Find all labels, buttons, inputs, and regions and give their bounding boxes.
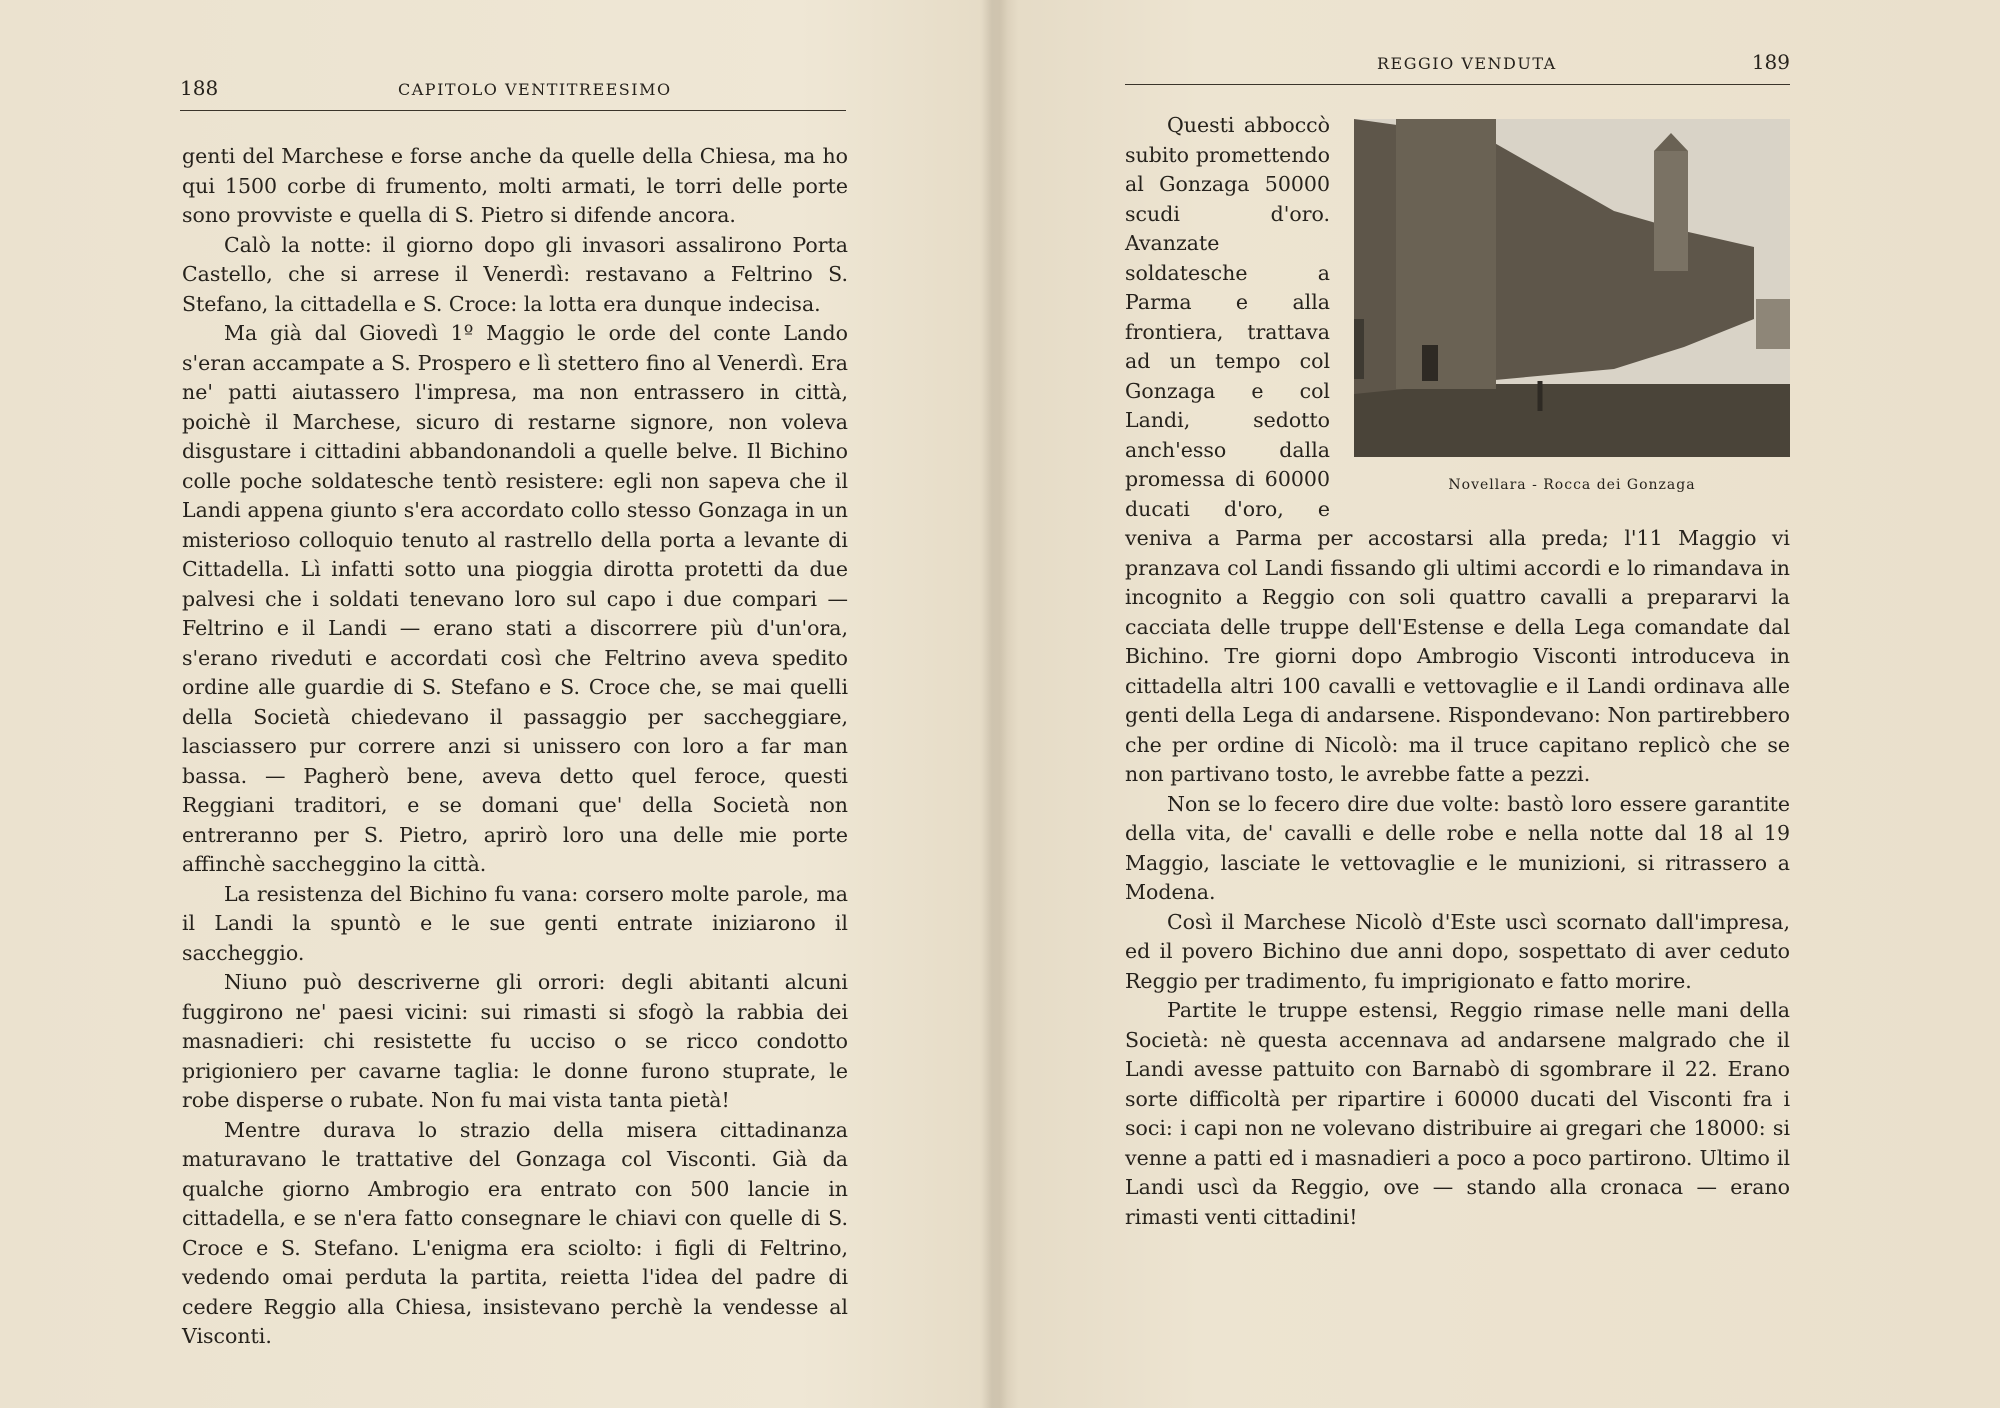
chapter-title: CAPITOLO VENTITREESIMO (398, 80, 672, 99)
paragraph: Mentre durava lo strazio della misera cittadinanza maturavano le trattative del Gonzaga col Visconti. Già da qualche giorno Ambrogio era entrato con 500 lancie in cittadella, e se n'era fatto consegnare le chiavi con quelle di S. Croce e S. Stefano. L'enigma era sciolto: i figli di Feltrino, vedendo omai perduta la partita, reietta l'idea del padre di cedere Reggio alla Chiesa, insistevano perchè la vendesse al Visconti. (182, 1117, 848, 1348)
figure-caption: Novellara - Rocca dei Gonzaga (1448, 477, 1696, 493)
page-number-left: 188 (180, 76, 219, 100)
trees (1354, 319, 1364, 379)
paragraph: Così il Marchese Nicolò d'Este uscì scornato dall'impresa, ed il povero Bichino due anni dopo, sospettato di aver ceduto Reggio per tradimento, fu imprigionato e fatto morire. (1125, 909, 1790, 993)
paragraph: Niuno può descriverne gli orrori: degli abitanti alcuni fuggirono ne' paesi vicini: sui rimasti si sfogò la rabbia dei masnadieri: chi resistette fu ucciso o se ricco condotto prigioniero per cavarne taglia: le donne furono stuprate, le robe disperse o rubate. Non fu mai vista tanta pietà! (182, 970, 848, 1112)
castle-tower (1396, 119, 1496, 389)
paragraph: genti del Marchese e forse anche da quelle della Chiesa, ma ho qui 1500 corbe di frumento, molti armati, le torri delle porte sono provviste e quella di S. Pietro si difende ancora. (182, 144, 848, 227)
distant-house (1756, 299, 1790, 349)
right-body-text (1125, 111, 1790, 1232)
paragraph: Partite le truppe estensi, Reggio rimase nelle mani della Società: nè questa accennava ad andarsene malgrado che il Landi avesse pattuito con Barnabò di sgombrare il 22. Erano sorte difficoltà per ripartire i 60000 ducati del Visconti fra i soci: i capi non ne volevano distribuire ai gregari che 18000: si venne a patti ed i masnadieri a poco a poco partirono. Ultimo il Landi uscì da Reggio, ove — stando alla cronaca — erano rimasti venti cittadini! (1125, 998, 1790, 1229)
paragraph: Ma già dal Giovedì 1º Maggio le orde del conte Lando s'eran accampate a S. Prospero e lì stettero fino al Venerdì. Era ne' patti aiutassero l'impresa, ma non entrassero in città, poichè il Marchese, sicuro di restarne signore, non voleva disgustare i cittadini abbandonandoli a quelle belve. Il Bichino colle poche soldatesche tentò resistere: egli non sapeva che il Landi appena giunto s'era accordato collo stesso Gonzaga in un misterioso colloquio tenuto al rastrello della porta a levante di Cittadella. Lì infatti sotto una pioggia dirotta protetti da due palvesi che i soldati tenevano loro sul capo i due compari — Feltrino e il Landi — erano stati a discorrere più d'un'ora, s'erano riveduti e accordati così che Feltrino aveva spedito ordine alle guardie di S. Stefano e S. Croce che, se mai quelli della Società chiedevano il passaggio per saccheggiare, lasciassero pur correre anzi si unissero con loro a far man bassa. — Pagherò bene, aveva detto quel feroce, questi Reggiani traditori, e se domani que' della Società non entreranno per S. Pietro, aprirò loro una delle mie porte affinchè saccheggino la città. (182, 321, 848, 876)
running-head-right (1125, 44, 1790, 85)
castle-photo (1354, 119, 1790, 457)
bell-tower (1654, 151, 1688, 271)
page-number-right: 189 (1751, 50, 1790, 74)
paragraph: Non se lo fecero dire due volte: bastò loro essere garantite della vita, de' cavalli e delle robe e nella notte dal 18 al 19 Maggio, lasciate le vettovaglie e le munizioni, si ritrassero a Modena. (1125, 791, 1790, 904)
right-page (1000, 0, 2000, 1408)
running-head-left (180, 70, 846, 111)
photo-ground (1354, 384, 1790, 457)
left-body-text (182, 142, 848, 1352)
castle-doorway (1422, 345, 1438, 381)
paragraph-with-figure (1125, 111, 1790, 790)
paragraph: Calò la notte: il giorno dopo gli invasori assalirono Porta Castello, che si arrese il Venerdì: restavano a Feltrino S. Stefano, la cittadella e S. Croce: la lotta era dunque indecisa. (182, 232, 848, 316)
section-title: REGGIO VENDUTA (1377, 54, 1557, 73)
paragraph: La resistenza del Bichino fu vana: corsero molte parole, ma il Landi la spuntò e le sue genti entrate iniziarono il saccheggio. (182, 881, 848, 965)
figure (1354, 119, 1790, 501)
paragraph-text: Questi abboccò subito promettendo al Gonzaga 50000 scudi d'oro. Avanzate soldatesche a Parma e alla frontiera, trattava ad un tempo col Gonzaga e col Landi, sedotto anch'esso dalla promessa di 60000 ducati d'oro, e veniva a Parma per accostarsi alla preda; l'11 Maggio vi pranzava col Landi fissando gli ultimi accordi e lo rimandava in incognito a Reggio con soli quattro cavalli a prepararvi la cacciata delle truppe dell'Estense e della Lega comandate dal Bichino. Tre giorni dopo Ambrogio Visconti introduceva in cittadella altri 100 cavalli e vettovaglie e il Landi ordinava alle genti della Lega di andarsene. Rispondevano: Non partirebbero che per ordine di Nicolò: ma il truce capitano replicò che se non partivano tosto, le avrebbe fatte a pezzi. (1125, 113, 1790, 786)
